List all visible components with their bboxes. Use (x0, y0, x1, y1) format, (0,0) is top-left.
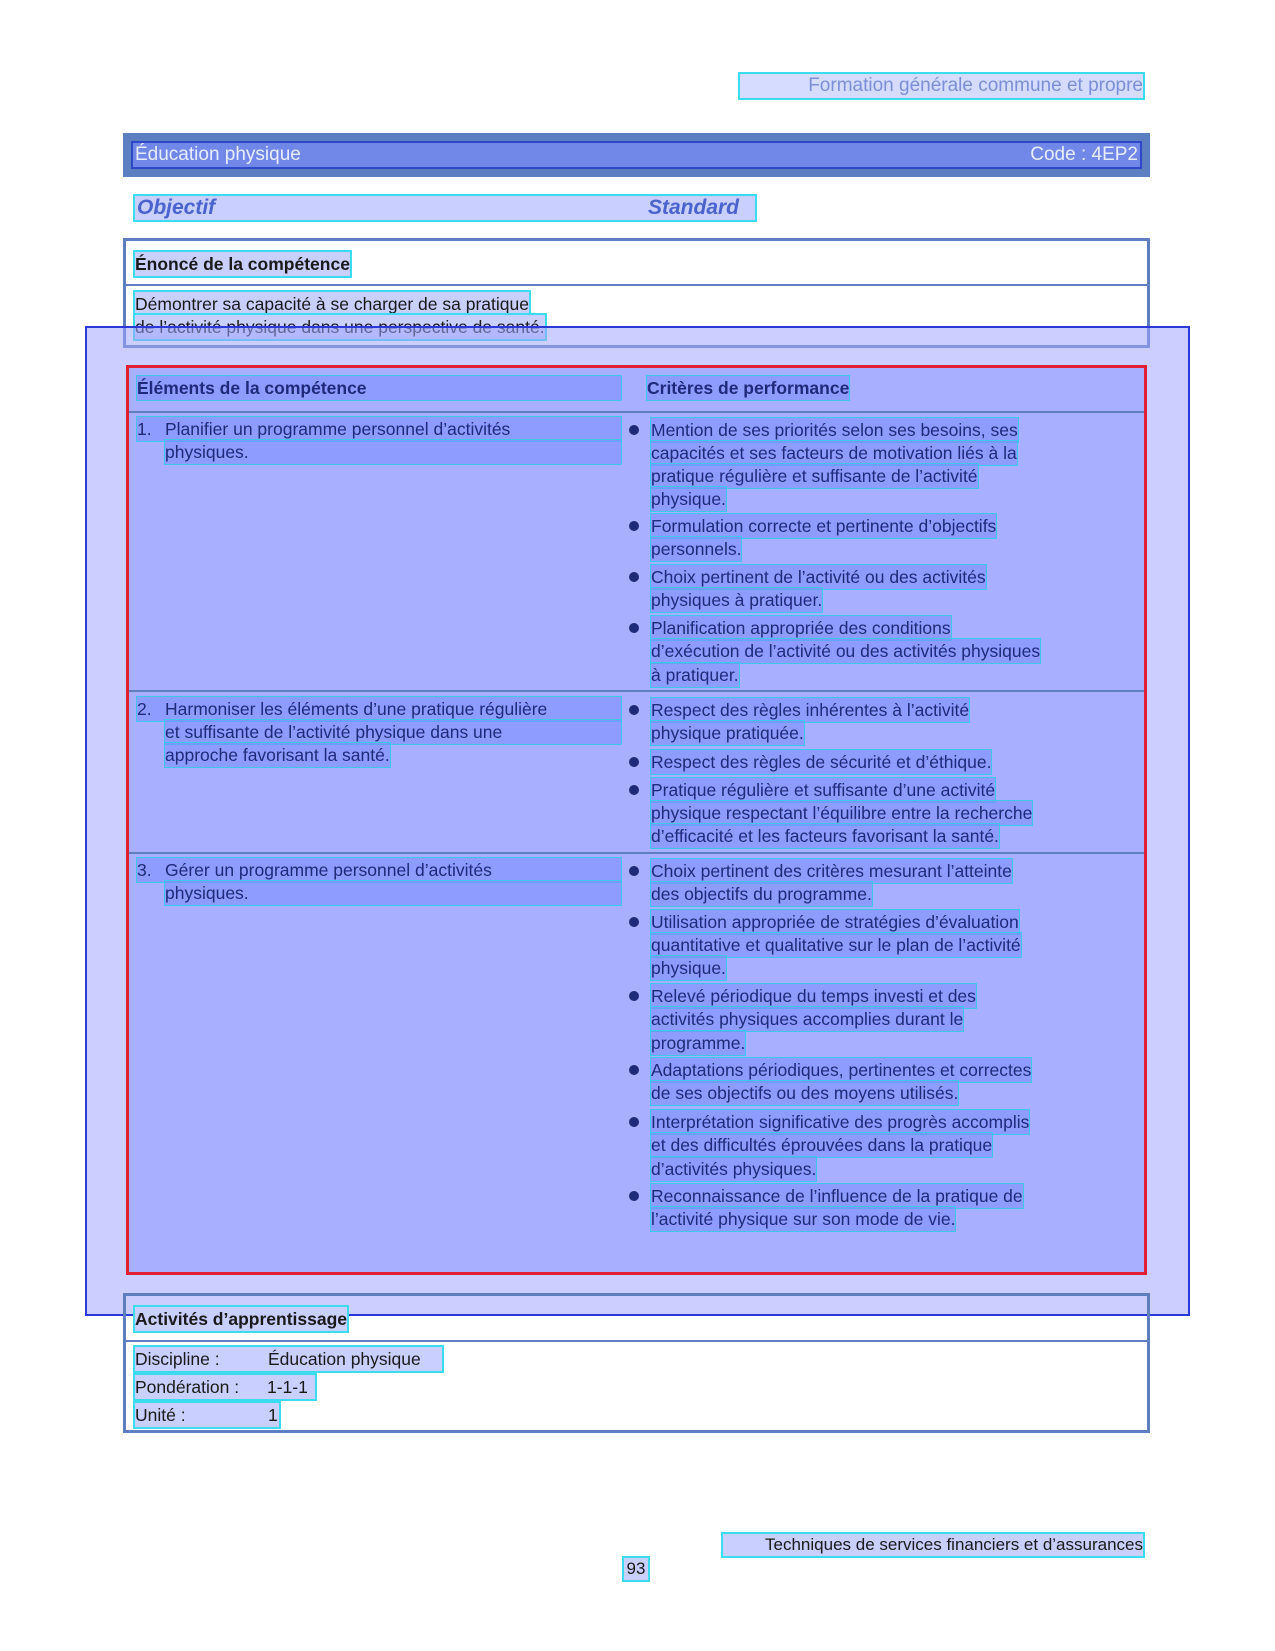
criterion-line: Choix pertinent de l’activité ou des activités (651, 567, 986, 587)
criterion-line: des objectifs du programme. (651, 884, 872, 904)
unite-row: Unité : 1 (135, 1405, 278, 1425)
criterion-line: d’activités physiques. (651, 1159, 817, 1179)
criterion-line: à pratiquer. (651, 665, 739, 685)
criterion-line: physiques à pratiquer. (651, 590, 823, 610)
standard-label: Standard (648, 196, 740, 219)
course-code: Code : 4EP2 (1030, 144, 1138, 165)
criterion-line: activités physiques accomplies durant le (651, 1009, 964, 1029)
criteres-column-heading: Critères de performance (647, 378, 850, 398)
criterion-line: Formulation correcte et pertinente d’objectifs (651, 516, 997, 536)
bullet-icon (629, 572, 639, 582)
course-title-inner (133, 143, 1140, 167)
page-number: 93 (624, 1558, 648, 1580)
element-number: 1. Planifier un programme personnel d’activités (137, 417, 621, 441)
criterion-line: Respect des règles inhérentes à l’activité (651, 700, 970, 720)
criterion-line: physique respectant l’équilibre entre la recherche (651, 803, 1033, 823)
objectif-label: Objectif (137, 196, 216, 219)
bullet-icon (629, 1117, 639, 1127)
bullet-icon (629, 1065, 639, 1075)
activites-heading: Activités d’apprentissage (135, 1309, 348, 1329)
criterion-line: Planification appropriée des conditions (651, 618, 951, 638)
criterion-line: programme. (651, 1033, 746, 1053)
bullet-icon (629, 1191, 639, 1201)
course-title-bar (123, 133, 1150, 177)
criterion-line: Interprétation significative des progrès accomplis (651, 1112, 1030, 1132)
table-divider (129, 411, 1144, 413)
objective-standard-row (135, 196, 755, 220)
element-number: 3. Gérer un programme personnel d’activités (137, 858, 621, 882)
criterion-line: d’exécution de l’activité ou des activités physiques (651, 641, 1041, 661)
bullet-icon (629, 866, 639, 876)
criterion-line: physique. (651, 489, 726, 509)
criterion-line: de ses objectifs ou des moyens utilisés. (651, 1083, 959, 1103)
bullet-icon (629, 917, 639, 927)
enonce-heading: Énoncé de la compétence (135, 254, 350, 274)
enonce-line-1: Démontrer sa capacité à se charger de sa pratique (135, 294, 529, 314)
enonce-header (126, 241, 1147, 286)
bullet-icon (629, 785, 639, 795)
table-divider (129, 690, 1144, 692)
criterion-line: l’activité physique sur son mode de vie. (651, 1209, 956, 1229)
element-line: physiques. (165, 440, 621, 464)
criterion-line: quantitative et qualitative sur le plan de l’activité (651, 935, 1021, 955)
bullet-icon (629, 623, 639, 633)
activites-header (126, 1296, 1147, 1342)
criterion-line: Utilisation appropriée de stratégies d’évaluation (651, 912, 1019, 932)
bullet-icon (629, 521, 639, 531)
criterion-line: Relevé périodique du temps investi et des (651, 986, 976, 1006)
criterion-line: Reconnaissance de l’influence de la pratique de (651, 1186, 1023, 1206)
criterion-line: Mention de ses priorités selon ses besoins, ses (651, 420, 1018, 440)
table-divider (129, 852, 1144, 854)
criterion-line: personnels. (651, 539, 742, 559)
bullet-icon (629, 705, 639, 715)
criterion-line: physique. (651, 958, 726, 978)
bullet-icon (629, 757, 639, 767)
bullet-icon (629, 991, 639, 1001)
program-section-header: Formation générale commune et propre (740, 74, 1143, 98)
discipline-row: Discipline : Éducation physique (135, 1347, 442, 1371)
element-number: 2. Harmoniser les éléments d’une pratique régulière (137, 697, 621, 721)
criterion-line: Adaptations périodiques, pertinentes et correctes (651, 1060, 1032, 1080)
program-name-footer: Techniques de services financiers et d’assurances (723, 1534, 1143, 1556)
element-line: et suffisante de l’activité physique dans une (165, 720, 621, 744)
criterion-line: d’efficacité et les facteurs favorisant la santé. (651, 826, 999, 846)
criterion-line: et des difficultés éprouvées dans la pratique (651, 1135, 993, 1155)
criterion-line: Choix pertinent des critères mesurant l’atteinte (651, 861, 1012, 881)
criterion-line: pratique régulière et suffisante de l’activité (651, 466, 978, 486)
ponderation-row: Pondération : 1-1-1 (135, 1375, 315, 1399)
criterion-line: Pratique régulière et suffisante d’une activité (651, 780, 996, 800)
elements-column-heading: Éléments de la compétence (137, 376, 621, 400)
bullet-icon (629, 425, 639, 435)
criterion-line: physique pratiquée. (651, 723, 804, 743)
element-line: physiques. (165, 881, 621, 905)
criterion-line: capacités et ses facteurs de motivation liés à la (651, 443, 1017, 463)
course-title: Éducation physique (135, 144, 301, 165)
competence-table (126, 365, 1147, 1275)
element-line: approche favorisant la santé. (165, 745, 390, 765)
activites-box (123, 1293, 1150, 1433)
criterion-line: Respect des règles de sécurité et d’éthique. (651, 752, 992, 772)
